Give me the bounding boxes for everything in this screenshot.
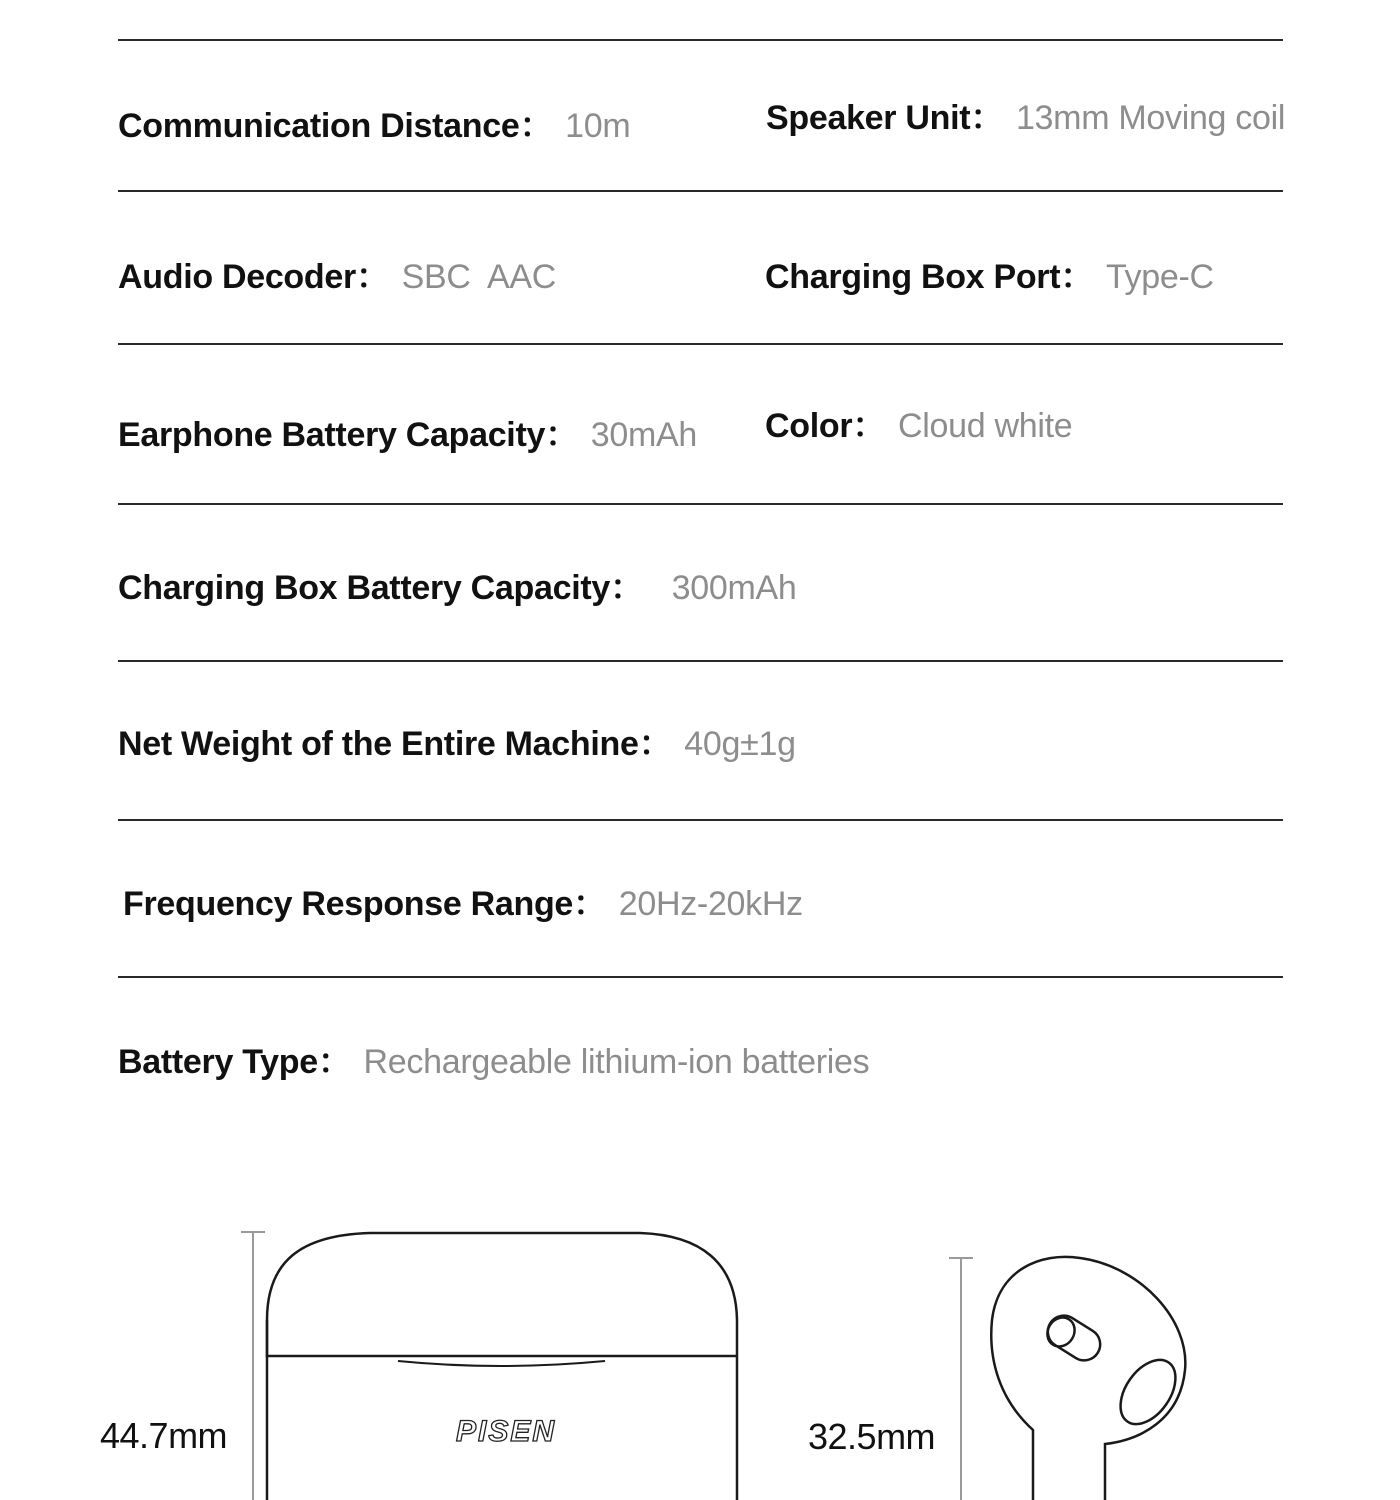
earbud-outline — [991, 1257, 1186, 1500]
spec-label: Color： — [765, 407, 886, 445]
spec-value: 30mAh — [590, 416, 698, 454]
spec-value: Cloud white — [897, 407, 1073, 445]
case-height-label: 44.7mm — [100, 1415, 228, 1456]
spec-value: SBC AAC — [401, 258, 557, 296]
charging-case-outline — [267, 1233, 737, 1500]
spec-value: 40g±1g — [684, 725, 796, 763]
spec-label: Charging Box Battery Capacity： — [118, 569, 644, 607]
spec-label: Charging Box Port： — [765, 258, 1094, 296]
brand-logo: PISEN — [455, 1415, 557, 1448]
case-dimension-line — [241, 1232, 265, 1500]
spec-value: 300mAh — [671, 569, 797, 607]
spec-value: Type-C — [1105, 258, 1214, 296]
spec-value: 20Hz-20kHz — [618, 885, 803, 923]
spec-value: Rechargeable lithium-ion batteries — [363, 1043, 870, 1081]
spec-label: Audio Decoder： — [118, 258, 390, 296]
spec-label: Speaker Unit： — [766, 99, 1004, 137]
spec-label: Communication Distance： — [118, 107, 554, 145]
earbud-dimension-line — [949, 1258, 973, 1500]
spec-label: Frequency Response Range： — [123, 885, 607, 923]
spec-label: Battery Type： — [118, 1043, 352, 1081]
spec-value: 13mm Moving coil — [1015, 99, 1286, 137]
spec-label: Net Weight of the Entire Machine： — [118, 725, 673, 763]
spec-value: 10m — [565, 107, 631, 145]
earbud-height-label: 32.5mm — [808, 1416, 936, 1457]
spec-label: Earphone Battery Capacity： — [118, 416, 579, 454]
